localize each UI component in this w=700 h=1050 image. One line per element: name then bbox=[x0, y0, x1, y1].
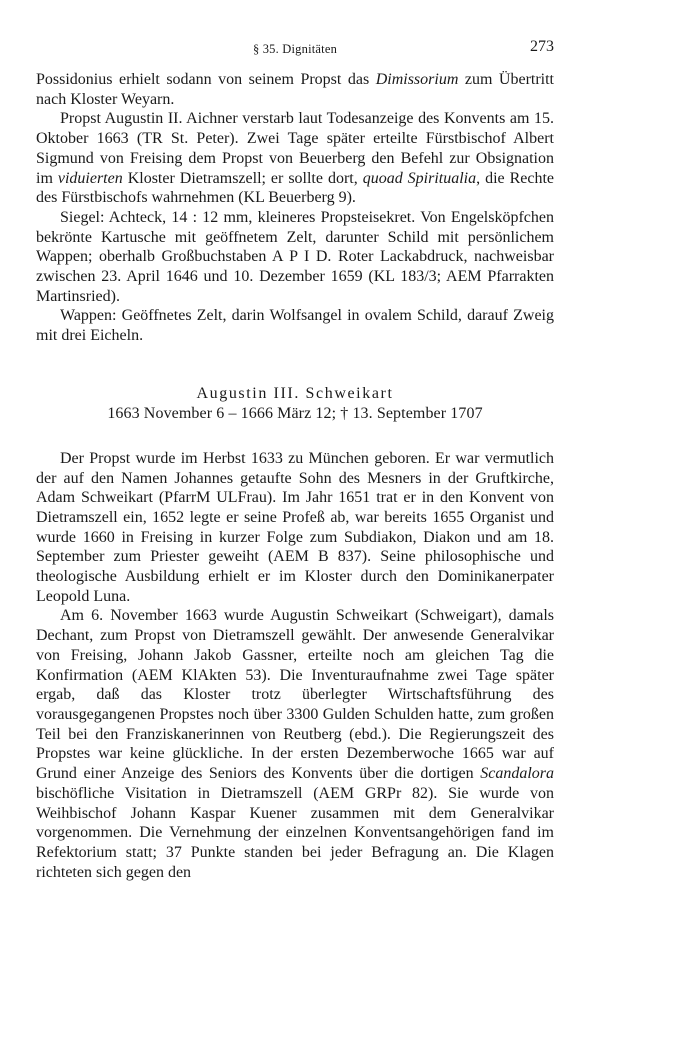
paragraph-dimissorium bbox=[36, 70, 554, 109]
section-heading bbox=[36, 384, 554, 424]
paragraph-seal: Siegel: Achteck, 14 : 12 mm, kleineres Propsteisekret. Von Engelsköpfchen bekrönte Kartusche mit geöffnetem Zelt, darunter Schild mit persönlichem Wappen; oberhalb Großbuchstaben A P I D. Roter Lackabdruck, nachweisbar zwischen 23. April 1646 und 10. Dezember 1659 (KL 183/3; AEM Pfarrakten Martinsried). bbox=[36, 208, 554, 305]
spacer bbox=[36, 424, 554, 449]
text-run: Possidonius erhielt sodann von seinem Propst das bbox=[36, 71, 376, 88]
text-run: zum Übertritt nach Kloster Weyarn. bbox=[36, 71, 555, 108]
section-name: Augustin III. Schweikart bbox=[196, 384, 394, 402]
italic-term: viduierten bbox=[57, 169, 123, 187]
text-run: Kloster Dietramszell; er sollte dort, bbox=[122, 169, 363, 187]
running-head bbox=[36, 38, 554, 60]
text-run: Am 6. November 1663 wurde Augustin Schweikart (Schweigart), damals Dechant, zum Propst von Dietramszell gewählt. Der anwesende Generalvikar von Freising, Johann Jakob Gassner, erteilte noch am gleichen Tag die Konfirmation (AEM KlAkten 53). Die Inventuraufnahme zwei Tage später ergab, daß das Kloster trotz überlegter Wirtschaftsführung des vorausgegangenen Propstes noch über 3300 Gulden Schulden hatte, zum großen Teil bei den Franziskanerinnen von Reutberg (ebd.). Die Regierungszeit des Propstes war keine glückliche. In der ersten Dezemberwoche 1665 war auf Grund einer Anzeige des Seniors des Konvents über die dortigen bbox=[36, 607, 554, 783]
text-run: bischöfliche Visitation in Dietramszell (AEM GRPr 82). Sie wurde von Weihbischof Johann Kaspar Kuener zusammen mit dem Generalvikar vorgenommen. Die Vernehmung der einzelnen Konventsangehörigen fand im Refektorium statt; 37 Punkte standen bei jeder Befragung an. Die Klagen richteten sich gegen den bbox=[36, 784, 554, 881]
document-page bbox=[36, 38, 554, 882]
paragraph-biography: Der Propst wurde im Herbst 1633 zu München geboren. Er war vermutlich der auf den Namen Johannes getaufte Sohn des Mesners in der Gruftkirche, Adam Schweikart (PfarrM ULFrau). Im Jahr 1651 trat er in den Konvent von Dietramszell ein, 1652 legte er seine Profeß ab, war bereits 1655 Organist und wurde 1660 in Freising in kurzer Folge zum Subdiakon, Diakon und am 18. September zum Priester geweiht (AEM B 837). Seine philosophische und theologische Ausbildung erhielt er im Kloster durch den Dominikanerpater Leopold Luna. bbox=[36, 449, 554, 605]
section-dates: 1663 November 6 – 1666 März 12; † 13. September 1707 bbox=[107, 404, 483, 422]
paragraph-coat-of-arms: Wappen: Geöffnetes Zelt, darin Wolfsangel in ovalem Schild, darauf Zweig mit drei Eicheln. bbox=[36, 307, 554, 345]
text-run: , die Rechte des Fürstbischofs wahrnehmen (KL Beuerberg 9). bbox=[36, 169, 555, 207]
page-number: 273 bbox=[530, 38, 554, 55]
italic-term: Dimissorium bbox=[375, 71, 459, 88]
italic-term: quoad Spiritualia bbox=[362, 169, 477, 187]
running-title: § 35. Dignitäten bbox=[252, 42, 338, 56]
paragraph-election bbox=[36, 606, 554, 882]
paragraph-death-notice bbox=[36, 109, 554, 208]
text-run: Propst Augustin II. Aichner verstarb laut Todesanzeige des Konvents am 15. Oktober 1663 (TR St. Peter). Zwei Tage später erteilte Fürstbischof Albert Sigmund von Freising dem Propst von Beuerberg den Befehl zur Obsignation im bbox=[36, 110, 554, 187]
italic-term: Scandalora bbox=[480, 765, 554, 783]
